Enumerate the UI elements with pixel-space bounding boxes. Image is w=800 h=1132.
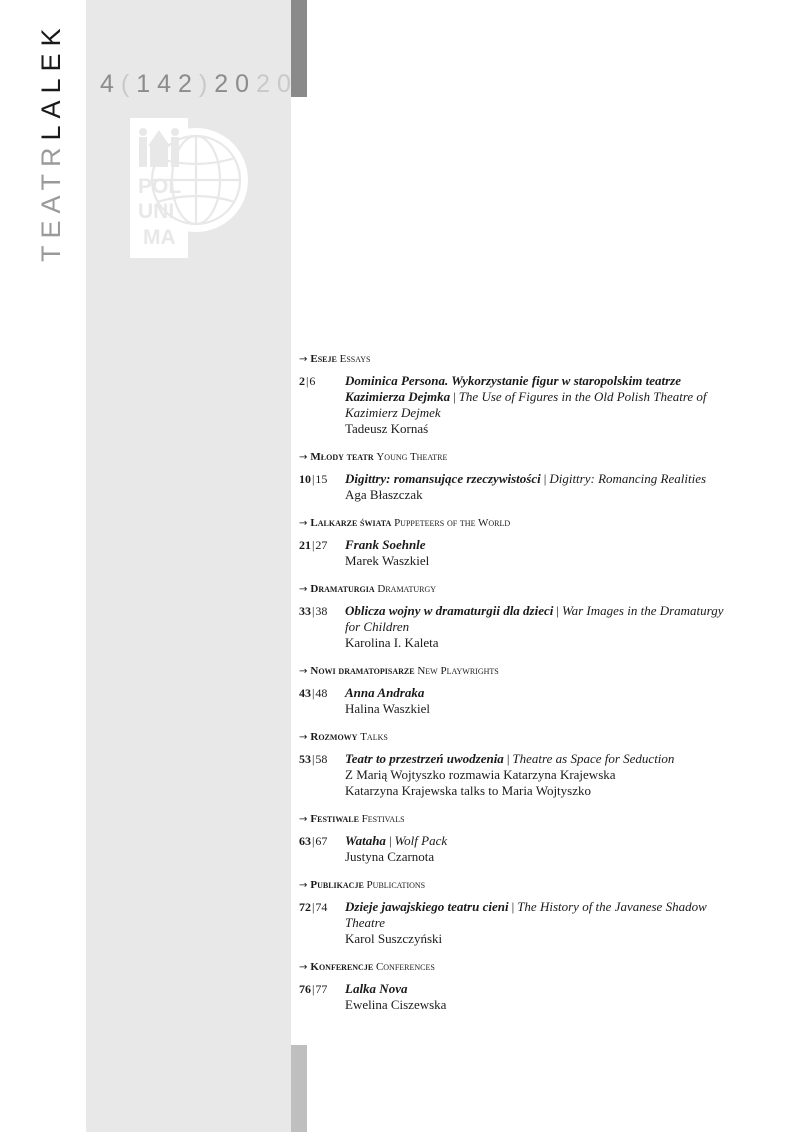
title-separator: |: [511, 899, 515, 914]
page-separator: |: [312, 752, 315, 766]
page-separator: |: [312, 982, 315, 996]
toc-section: [299, 812, 729, 865]
page-separator: |: [312, 900, 315, 914]
page-start: 63: [299, 834, 311, 848]
issue-no: 4: [100, 70, 121, 98]
entry-title-en: Digittry: Romancing Realities: [549, 471, 707, 486]
section-heading: [299, 352, 729, 367]
toc-entry: [299, 899, 729, 947]
toc-section: [299, 664, 729, 717]
section-title-pl: Eseje: [310, 353, 337, 365]
page-separator: |: [312, 686, 315, 700]
page-start: 2: [299, 374, 305, 388]
page-range: [299, 603, 345, 651]
page-end: 38: [315, 604, 328, 618]
toc-entry: [299, 603, 729, 651]
entry-body: [345, 537, 729, 569]
entry-body: [345, 981, 729, 1013]
entry-title-en: Wolf Pack: [394, 833, 448, 848]
section-title-en: Puppeteers of the World: [394, 517, 511, 529]
entry-author: Justyna Czarnota: [345, 849, 435, 864]
entry-author: Karolina I. Kaleta: [345, 635, 439, 650]
arrow-icon: →: [299, 814, 308, 825]
entry-author: Katarzyna Krajewska talks to Maria Wojtyszko: [345, 783, 591, 798]
entry-title-en: Theatre as Space for Seduction: [512, 751, 675, 766]
journal-title-word1: TEATR: [36, 140, 66, 262]
page-range: [299, 751, 345, 799]
toc-entry: [299, 981, 729, 1013]
entry-title-pl: Frank Soehnle: [345, 537, 426, 552]
entry-body: [345, 471, 729, 503]
section-heading: [299, 450, 729, 465]
toc-entry: [299, 373, 729, 437]
toc-section: [299, 730, 729, 799]
page-start: 21: [299, 538, 311, 552]
entry-title-pl: Teatr to przestrzeń uwodzenia: [345, 751, 504, 766]
page-end: 58: [315, 752, 328, 766]
section-heading: [299, 812, 729, 827]
section-title-pl: Festiwale: [310, 813, 359, 825]
entry-author: Halina Waszkiel: [345, 701, 430, 716]
page-separator: |: [312, 472, 315, 486]
page-start: 53: [299, 752, 311, 766]
page-end: 67: [315, 834, 328, 848]
entry-title-pl: Digittry: romansujące rzeczywistości: [345, 471, 541, 486]
page-start: 76: [299, 982, 311, 996]
entry-title-en: The History of the Javanese Shadow Theatre: [345, 899, 707, 930]
polunima-logo: [130, 118, 248, 258]
entry-author: Ewelina Ciszewska: [345, 997, 447, 1012]
logo-text-1: POL: [138, 175, 182, 198]
page-start: 33: [299, 604, 311, 618]
entry-body: [345, 373, 729, 437]
entry-author: Marek Waszkiel: [345, 553, 430, 568]
arrow-icon: →: [299, 962, 308, 973]
page-end: 77: [315, 982, 328, 996]
arrow-icon: →: [299, 880, 308, 891]
arrow-icon: →: [299, 732, 308, 743]
section-heading: [299, 730, 729, 745]
toc-section: [299, 878, 729, 947]
title-separator: |: [556, 603, 559, 618]
arrow-icon: →: [299, 452, 308, 463]
section-title-en: Publications: [366, 879, 426, 891]
page-range: [299, 981, 345, 1013]
section-heading: [299, 582, 729, 597]
toc-section: [299, 516, 729, 569]
entry-title-pl: Oblicza wojny w dramaturgii dla dzieci: [345, 603, 554, 618]
page-range: [299, 899, 345, 947]
arrow-icon: →: [299, 354, 308, 365]
entry-body: [345, 603, 729, 651]
toc-section: [299, 352, 729, 437]
section-heading: [299, 516, 729, 531]
section-title-en: Talks: [360, 731, 388, 743]
page-range: [299, 373, 345, 437]
entry-body: [345, 751, 729, 799]
bottom-accent-bar: [291, 1045, 307, 1132]
page-end: 48: [315, 686, 328, 700]
section-title-pl: Dramaturgia: [310, 583, 375, 595]
logo-text-3: MA: [143, 226, 176, 249]
title-separator: |: [453, 389, 456, 404]
journal-title-word2: LALEK: [36, 21, 66, 141]
entry-body: [345, 685, 729, 717]
section-heading: [299, 960, 729, 975]
arrow-icon: →: [299, 666, 308, 677]
page-range: [299, 537, 345, 569]
toc-entry: [299, 833, 729, 865]
page-separator: |: [312, 604, 315, 618]
toc-entry: [299, 685, 729, 717]
page-separator: |: [312, 538, 315, 552]
page-end: 15: [315, 472, 328, 486]
page-end: 27: [315, 538, 328, 552]
journal-title: [38, 21, 65, 262]
toc-section: [299, 960, 729, 1013]
entry-title-pl: Dominica Persona. Wykorzystanie figur w staropolskim teatrze Kazimierza Dejmka: [345, 373, 681, 404]
section-heading: [299, 664, 729, 679]
entry-title-pl: Wataha: [345, 833, 386, 848]
issue-number: 4(142)2020: [100, 70, 298, 98]
toc-section: [299, 582, 729, 651]
issue-year-a: 20: [214, 70, 257, 98]
issue-total: 142: [136, 70, 199, 98]
section-title-pl: Konferencje: [310, 961, 374, 973]
entry-title-pl: Lalka Nova: [345, 981, 408, 996]
page-separator: |: [306, 374, 309, 388]
section-title-en: Young Theatre: [376, 451, 448, 463]
section-title-pl: Nowi dramatopisarze: [310, 665, 415, 677]
page-start: 43: [299, 686, 311, 700]
entry-author: Aga Błaszczak: [345, 487, 423, 502]
page-end: 6: [309, 374, 316, 388]
entry-body: [345, 899, 729, 947]
entry-author: Karol Suszczyński: [345, 931, 443, 946]
page-start: 10: [299, 472, 311, 486]
entry-title-pl: Anna Andraka: [345, 685, 425, 700]
section-title-en: Conferences: [375, 961, 435, 973]
section-title-pl: Rozmowy: [310, 731, 358, 743]
section-title-en: Essays: [339, 353, 371, 365]
toc-entry: [299, 751, 729, 799]
section-title-en: Festivals: [361, 813, 405, 825]
title-separator: |: [388, 833, 392, 848]
logo-text-2: UNI: [138, 200, 175, 223]
title-separator: |: [506, 751, 510, 766]
page-range: [299, 471, 345, 503]
toc-entry: [299, 471, 729, 503]
title-separator: |: [543, 471, 547, 486]
page-separator: |: [312, 834, 315, 848]
toc-entry: [299, 537, 729, 569]
section-heading: [299, 878, 729, 893]
entry-author: Tadeusz Kornaś: [345, 421, 429, 436]
toc-section: [299, 450, 729, 503]
entry-title-en: The Use of Figures in the Old Polish Theatre of Kazimierz Dejmek: [345, 389, 707, 420]
page-start: 72: [299, 900, 311, 914]
arrow-icon: →: [299, 518, 308, 529]
section-title-en: Dramaturgy: [377, 583, 437, 595]
table-of-contents: [299, 352, 729, 1026]
page-range: [299, 685, 345, 717]
section-title-pl: Lalkarze świata: [310, 517, 392, 529]
entry-body: [345, 833, 729, 865]
page-end: 74: [315, 900, 328, 914]
issue-year-b: 20: [256, 70, 298, 98]
page-range: [299, 833, 345, 865]
entry-title-en: War Images in the Dramaturgy for Children: [345, 603, 724, 634]
entry-title-pl: Dzieje jawajskiego teatru cieni: [345, 899, 509, 914]
arrow-icon: →: [299, 584, 308, 595]
section-title-en: New Playwrights: [417, 665, 499, 677]
section-title-pl: Publikacje: [310, 879, 364, 891]
section-title-pl: Młody teatr: [310, 451, 374, 463]
entry-author: Z Marią Wojtyszko rozmawia Katarzyna Krajewska: [345, 767, 616, 782]
